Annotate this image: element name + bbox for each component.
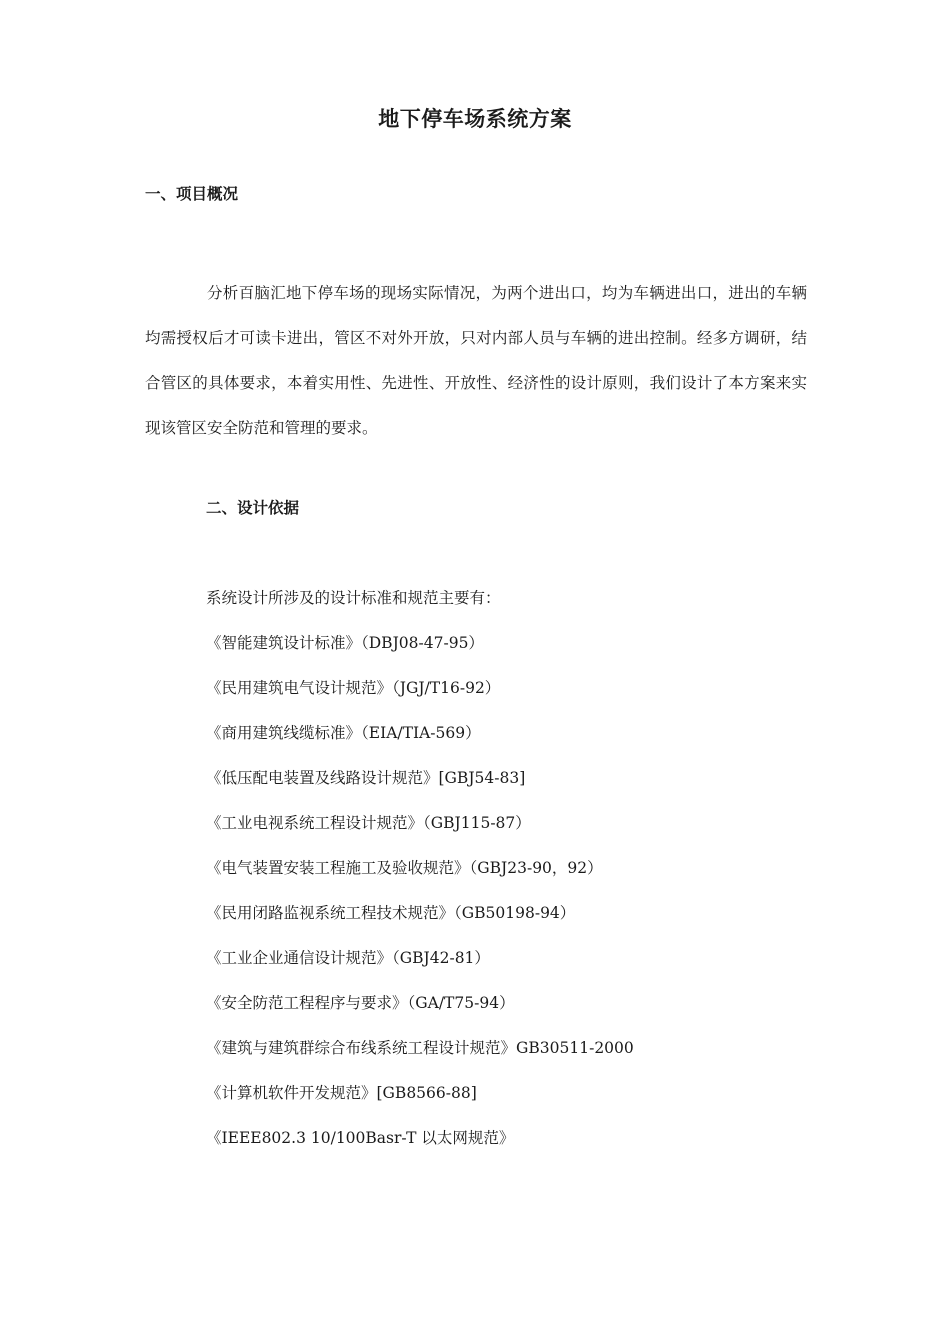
design-basis-intro: 系统设计所涉及的设计标准和规范主要有： xyxy=(206,589,501,607)
standard-item: 《工业企业通信设计规范》（GBJ42-81） xyxy=(206,949,490,967)
overview-paragraph: 分析百脑汇地下停车场的现场实际情况，为两个进出口，均为车辆进出口，进出的车辆均需授权后才可读卡进出，管区不对外开放，只对内部人员与车辆的进出控制。经多方调研，结合管区的具体要求，本着实用性、先进性、开放性、经济性的设计原则，我们设计了本方案来实现该管区安全防范和管理的要求。 xyxy=(145,284,807,437)
section-heading-overview: 一、项目概况 xyxy=(145,185,239,203)
standard-item: 《电气装置安装工程施工及验收规范》（GBJ23-90，92） xyxy=(206,859,603,877)
standard-item: 《民用建筑电气设计规范》（JGJ/T16-92） xyxy=(206,679,501,697)
section-heading-design-basis: 二、设计依据 xyxy=(206,499,300,517)
standard-item: 《建筑与建筑群综合布线系统工程设计规范》GB30511-2000 xyxy=(206,1039,634,1057)
standards-list xyxy=(206,631,634,1171)
standard-item: 《智能建筑设计标准》（DBJ08-47-95） xyxy=(206,634,484,652)
standard-item: 《商用建筑线缆标准》（EIA/TIA-569） xyxy=(206,724,481,742)
standard-item: 《安全防范工程程序与要求》（GA/T75-94） xyxy=(206,994,515,1012)
standard-item: 《工业电视系统工程设计规范》（GBJ115-87） xyxy=(206,814,531,832)
standard-item: 《低压配电装置及线路设计规范》[GBJ54-83] xyxy=(206,769,526,787)
standard-item: 《计算机软件开发规范》[GB8566-88] xyxy=(206,1084,477,1102)
document-title: 地下停车场系统方案 xyxy=(378,107,572,131)
standard-item: 《民用闭路监视系统工程技术规范》（GB50198-94） xyxy=(206,904,576,922)
standard-item: 《IEEE802.3 10/100Basr-T 以太网规范》 xyxy=(206,1129,515,1147)
